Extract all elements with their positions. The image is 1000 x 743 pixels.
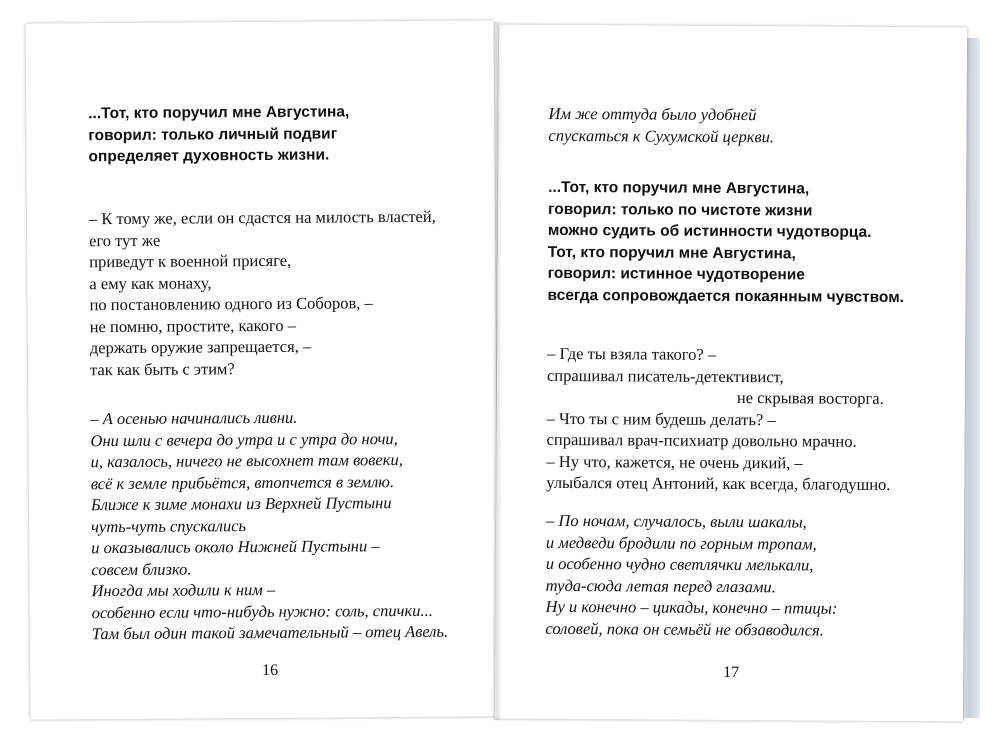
text-line: говорил: только по чистоте жизни xyxy=(547,200,813,219)
page-number-right: 17 xyxy=(723,663,740,682)
text-line: приведут к военной присяге, xyxy=(89,250,292,272)
text-line: и, казалось, ничего не высохнет там вовеки, xyxy=(90,450,403,472)
text-line: его тут же xyxy=(89,230,161,250)
text-line: Им же оттуда было удобней xyxy=(548,103,757,125)
text-line: так как быть с этим? xyxy=(89,358,235,379)
text-line: спрашивал врач-психиатр довольно мрачно. xyxy=(546,429,857,451)
left-italic-story xyxy=(90,406,448,645)
right-italic-story xyxy=(545,510,838,641)
text-line: – Ну что, кажется, не очень дикий, – xyxy=(546,451,803,472)
text-line: всё к земле прибьётся, втопчется в землю. xyxy=(90,471,395,493)
text-line: чуть-чуть спускались xyxy=(91,515,247,536)
text-line: и особенно чудно светлячки мелькали, xyxy=(545,553,814,575)
text-line: всегда сопровождается покаянным чувством. xyxy=(547,286,905,306)
text-line: – Где ты взяла такого? – xyxy=(547,343,717,364)
text-line: – Что ты с ним будешь делать? – xyxy=(546,408,776,429)
text-line: Иногда мы ходили к ним – xyxy=(91,579,276,601)
text-line: – А осенью начинались ливни. xyxy=(90,407,298,429)
text-line: а ему как монаху, xyxy=(89,272,212,293)
text-line: Ну и конечно – цикады, конечно – птицы: xyxy=(545,596,838,618)
text-line: говорил: истинное чудотворение xyxy=(547,264,806,284)
text-line: и медведи бродили по горным тропам, xyxy=(545,532,817,554)
text-line: особенно если что-нибудь нужно: соль, спички... xyxy=(91,600,433,622)
text-line: можно судить об истинности чудотворца. xyxy=(547,221,872,241)
text-line: Там был один такой замечательный – отец Авель. xyxy=(91,621,449,644)
text-line: – По ночам, случалось, выли шакалы, xyxy=(546,510,807,532)
text-line: совсем близко. xyxy=(91,558,192,579)
right-page xyxy=(495,25,967,722)
text-line: не помню, простите, какого – xyxy=(89,315,297,336)
text-line: туда-сюда летая перед глазами. xyxy=(545,575,776,596)
text-line: улыбался отец Антоний, как всегда, благодушно. xyxy=(546,472,891,494)
text-line: – К тому же, если он сдастся на милость властей, xyxy=(88,206,436,229)
text-line: соловей, пока он семьёй не обзаводился. xyxy=(545,618,824,640)
text-line: Тот, кто поручил мне Августина, xyxy=(547,243,796,262)
page-number-left: 16 xyxy=(262,661,279,680)
right-italic-intro xyxy=(548,103,774,147)
text-line: спускаться к Сухумской церкви. xyxy=(548,125,775,146)
text-line: и оказывались около Нижней Пустыни – xyxy=(91,536,380,558)
text-line: держать оружие запрещается, – xyxy=(89,336,312,358)
text-line: Ближе к зиме монахи из Верхней Пустыни xyxy=(90,493,392,515)
text-line: спрашивал писатель-детективист, xyxy=(546,365,784,386)
left-dialogue xyxy=(89,206,437,380)
right-dialogue xyxy=(546,343,891,496)
text-line: по постановлению одного из Соборов, – xyxy=(89,293,373,315)
right-bold-quote xyxy=(547,177,904,308)
left-bold-quote xyxy=(88,101,349,167)
text-line: определяет духовность жизни. xyxy=(88,146,330,166)
text-line: говорил: только личный подвиг xyxy=(88,124,338,144)
text-line: Они шли с вечера до утра и с утра до ночи, xyxy=(90,428,398,450)
text-line: ...Тот, кто поручил мне Августина, xyxy=(548,178,810,198)
left-page xyxy=(26,20,499,719)
text-line: не скрывая восторга. xyxy=(736,388,884,408)
text-line: ...Тот, кто поручил мне Августина, xyxy=(88,103,350,123)
book-gutter xyxy=(492,22,502,720)
